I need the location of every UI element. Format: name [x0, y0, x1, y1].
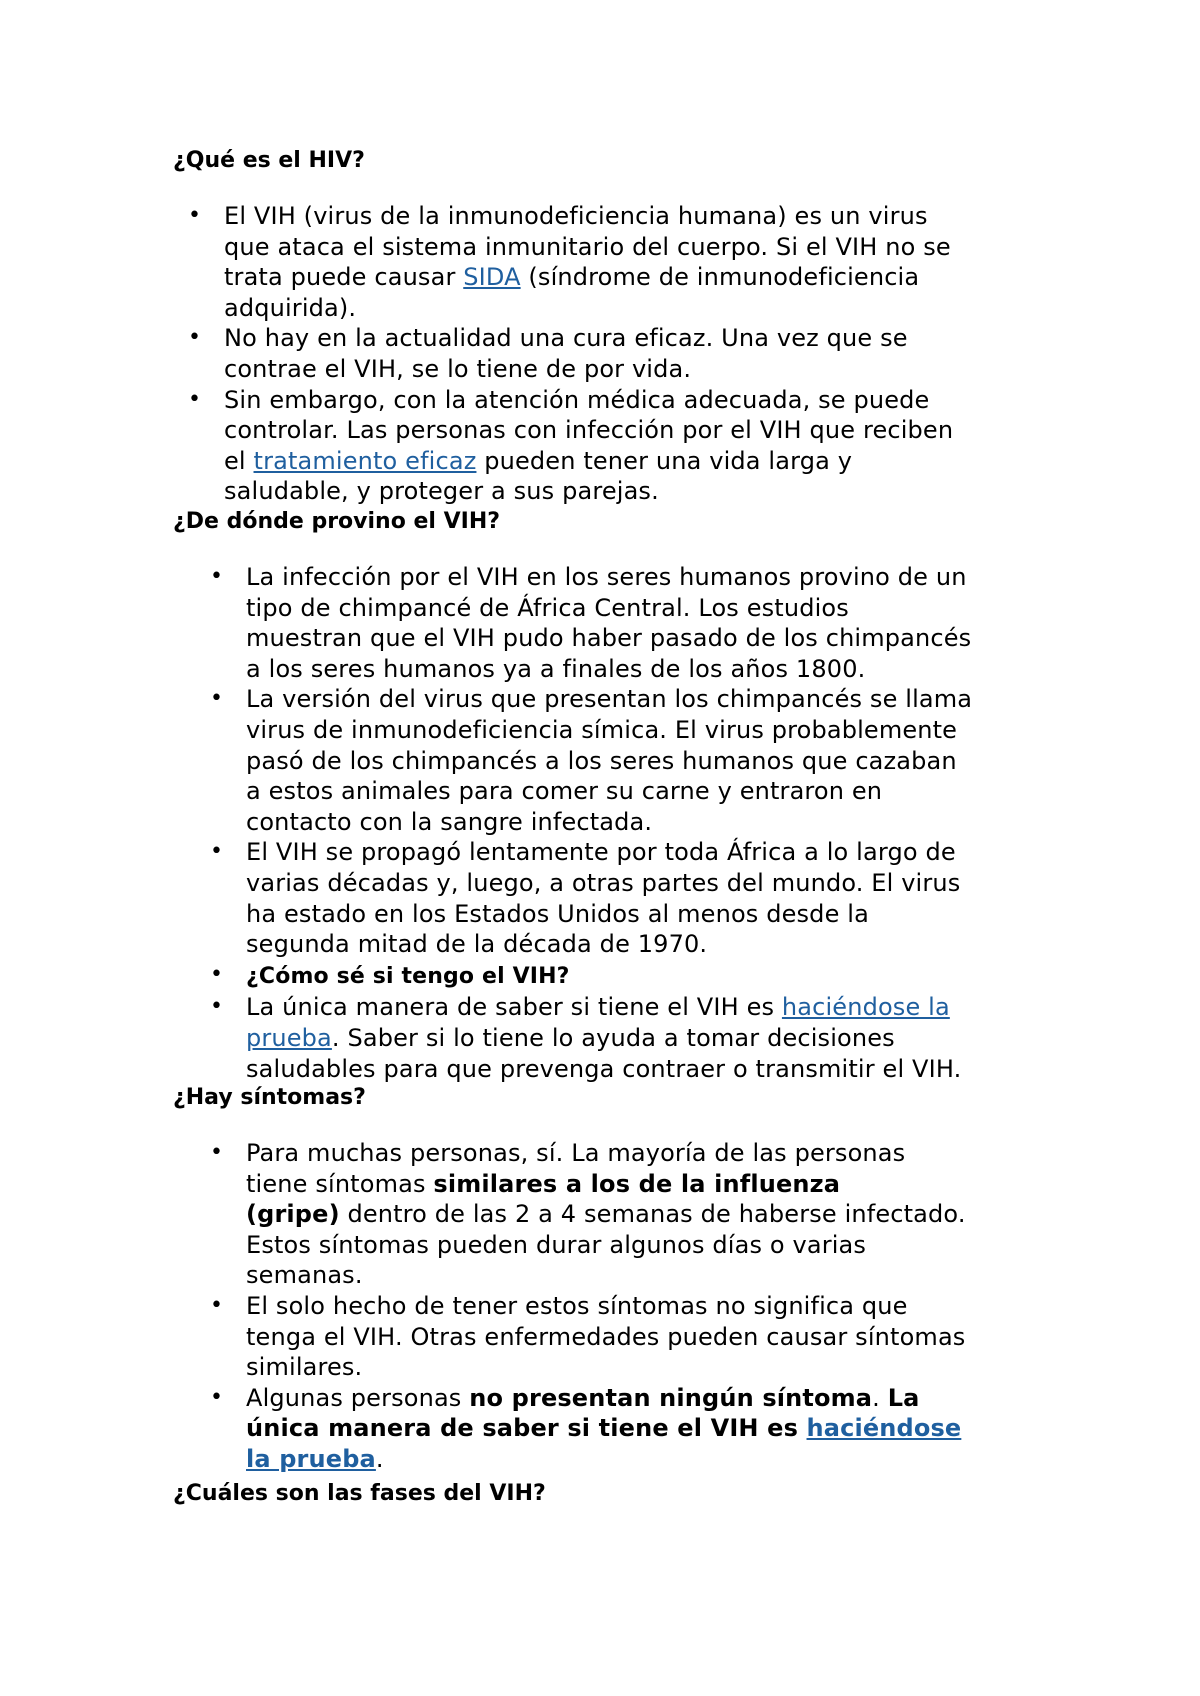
list-item — [246, 837, 1046, 959]
text-line: pasó de los chimpancés a los seres humanos que cazaban — [246, 746, 957, 775]
list-item — [246, 1291, 1046, 1383]
list-hay-sintomas — [246, 1138, 1046, 1475]
text-line: • El solo hecho de tener estos síntomas no significa que — [246, 1291, 908, 1320]
heading-hay-sintomas: ¿Hay síntomas? — [173, 1085, 366, 1110]
list-item — [246, 960, 1046, 993]
text-line: controlar. Las personas con infección por el VIH que reciben — [224, 416, 954, 445]
list-item — [246, 1383, 1046, 1475]
bold-text: similares a los de la influenza — [433, 1169, 841, 1198]
text-line — [224, 262, 1024, 293]
text-line: tipo de chimpancé de África Central. Los estudios — [246, 593, 849, 622]
haciendose-la-prueba-link-2-cont[interactable]: la prueba — [246, 1444, 376, 1473]
heading-que-es-hiv: ¿Qué es el HIV? — [173, 148, 365, 173]
text-line — [246, 1413, 1046, 1444]
text-line — [246, 1169, 1046, 1200]
haciendose-la-prueba-link-cont[interactable]: prueba — [246, 1023, 332, 1052]
text-run: dentro de las 2 a 4 semanas de haberse infectado. — [339, 1200, 966, 1229]
list-de-donde-provino — [246, 562, 1046, 1084]
text-line — [246, 960, 1046, 993]
list-item — [246, 562, 1046, 684]
bold-text: La — [887, 1383, 920, 1412]
text-line: a los seres humanos ya a finales de los años 1800. — [246, 654, 866, 683]
text-run: trata puede causar — [224, 263, 464, 292]
text-line: saludable, y proteger a sus parejas. — [224, 477, 659, 506]
text-line — [246, 1444, 1046, 1475]
text-line — [246, 992, 1046, 1023]
text-line: a estos animales para comer su carne y entraron en — [246, 777, 883, 806]
text-line: • La versión del virus que presentan los chimpancés se llama — [246, 685, 973, 714]
list-item — [246, 1138, 1046, 1291]
text-run: Algunas personas — [246, 1383, 470, 1412]
text-line: contrae el VIH, se lo tiene de por vida. — [224, 354, 692, 383]
haciendose-la-prueba-link-2[interactable]: haciéndose — [806, 1414, 962, 1443]
text-run: . — [375, 1444, 384, 1473]
text-line — [246, 1383, 1046, 1414]
heading-fases-del-vih: ¿Cuáles son las fases del VIH? — [173, 1481, 546, 1506]
text-line: • No hay en la actualidad una cura eficaz. Una vez que se — [224, 324, 908, 353]
text-run: (síndrome de inmunodeficiencia — [520, 263, 920, 292]
text-line: • La infección por el VIH en los seres humanos provino de un — [246, 563, 967, 591]
text-line: • El VIH se propagó lentamente por toda África a lo largo de — [246, 838, 956, 867]
list-item — [246, 992, 1046, 1084]
text-line: similares. — [246, 1353, 363, 1382]
list-item — [224, 323, 1024, 384]
text-line: • Para muchas personas, sí. La mayoría de las personas — [246, 1139, 906, 1167]
tratamiento-eficaz-link[interactable]: tratamiento eficaz — [253, 446, 477, 475]
bold-text: única manera de saber si tiene el VIH es — [246, 1414, 807, 1443]
text-line: • Sin embargo, con la atención médica adecuada, se puede — [224, 385, 930, 414]
text-line — [224, 446, 1024, 477]
haciendose-la-prueba-link[interactable]: haciéndose la — [781, 993, 950, 1022]
text-line: muestran que el VIH pudo haber pasado de los chimpancés — [246, 624, 972, 653]
text-line — [246, 1023, 1046, 1054]
text-run: el — [224, 446, 254, 475]
bold-text: (gripe) — [246, 1200, 340, 1229]
heading-de-donde-provino: ¿De dónde provino el VIH? — [173, 509, 500, 534]
text-line: que ataca el sistema inmunitario del cuerpo. Si el VIH no se — [224, 232, 951, 261]
text-line — [246, 1199, 1046, 1230]
text-line: contacto con la sangre infectada. — [246, 807, 653, 836]
list-que-es-hiv — [224, 201, 1024, 507]
subheading-como-se-si-tengo: ¿Cómo sé si tengo el VIH? — [246, 963, 570, 989]
text-line: adquirida). — [224, 293, 357, 322]
text-run: La única manera de saber si tiene el VIH es — [246, 993, 782, 1022]
text-line: segunda mitad de la década de 1970. — [246, 930, 708, 959]
text-run: pueden tener una vida larga y — [476, 446, 853, 475]
text-line: ha estado en los Estados Unidos al menos desde la — [246, 899, 869, 928]
text-run: tiene síntomas — [246, 1169, 434, 1198]
text-line: varias décadas y, luego, a otras partes del mundo. El virus — [246, 868, 961, 897]
sida-link[interactable]: SIDA — [463, 263, 521, 292]
text-run: . Saber si lo tiene lo ayuda a tomar decisiones — [331, 1023, 895, 1052]
text-line: tenga el VIH. Otras enfermedades pueden causar síntomas — [246, 1322, 966, 1351]
text-line: virus de inmunodeficiencia símica. El virus probablemente — [246, 715, 958, 744]
text-line: Estos síntomas pueden durar algunos días o varias — [246, 1230, 867, 1259]
text-line: saludables para que prevenga contraer o transmitir el VIH. — [246, 1054, 962, 1083]
bold-text: no presentan ningún síntoma — [469, 1383, 873, 1412]
list-item — [224, 201, 1024, 323]
text-line: • El VIH (virus de la inmunodeficiencia humana) es un virus — [224, 202, 928, 230]
list-item — [246, 684, 1046, 837]
list-item — [224, 385, 1024, 507]
text-line: semanas. — [246, 1261, 363, 1290]
text-run: . — [872, 1383, 888, 1412]
